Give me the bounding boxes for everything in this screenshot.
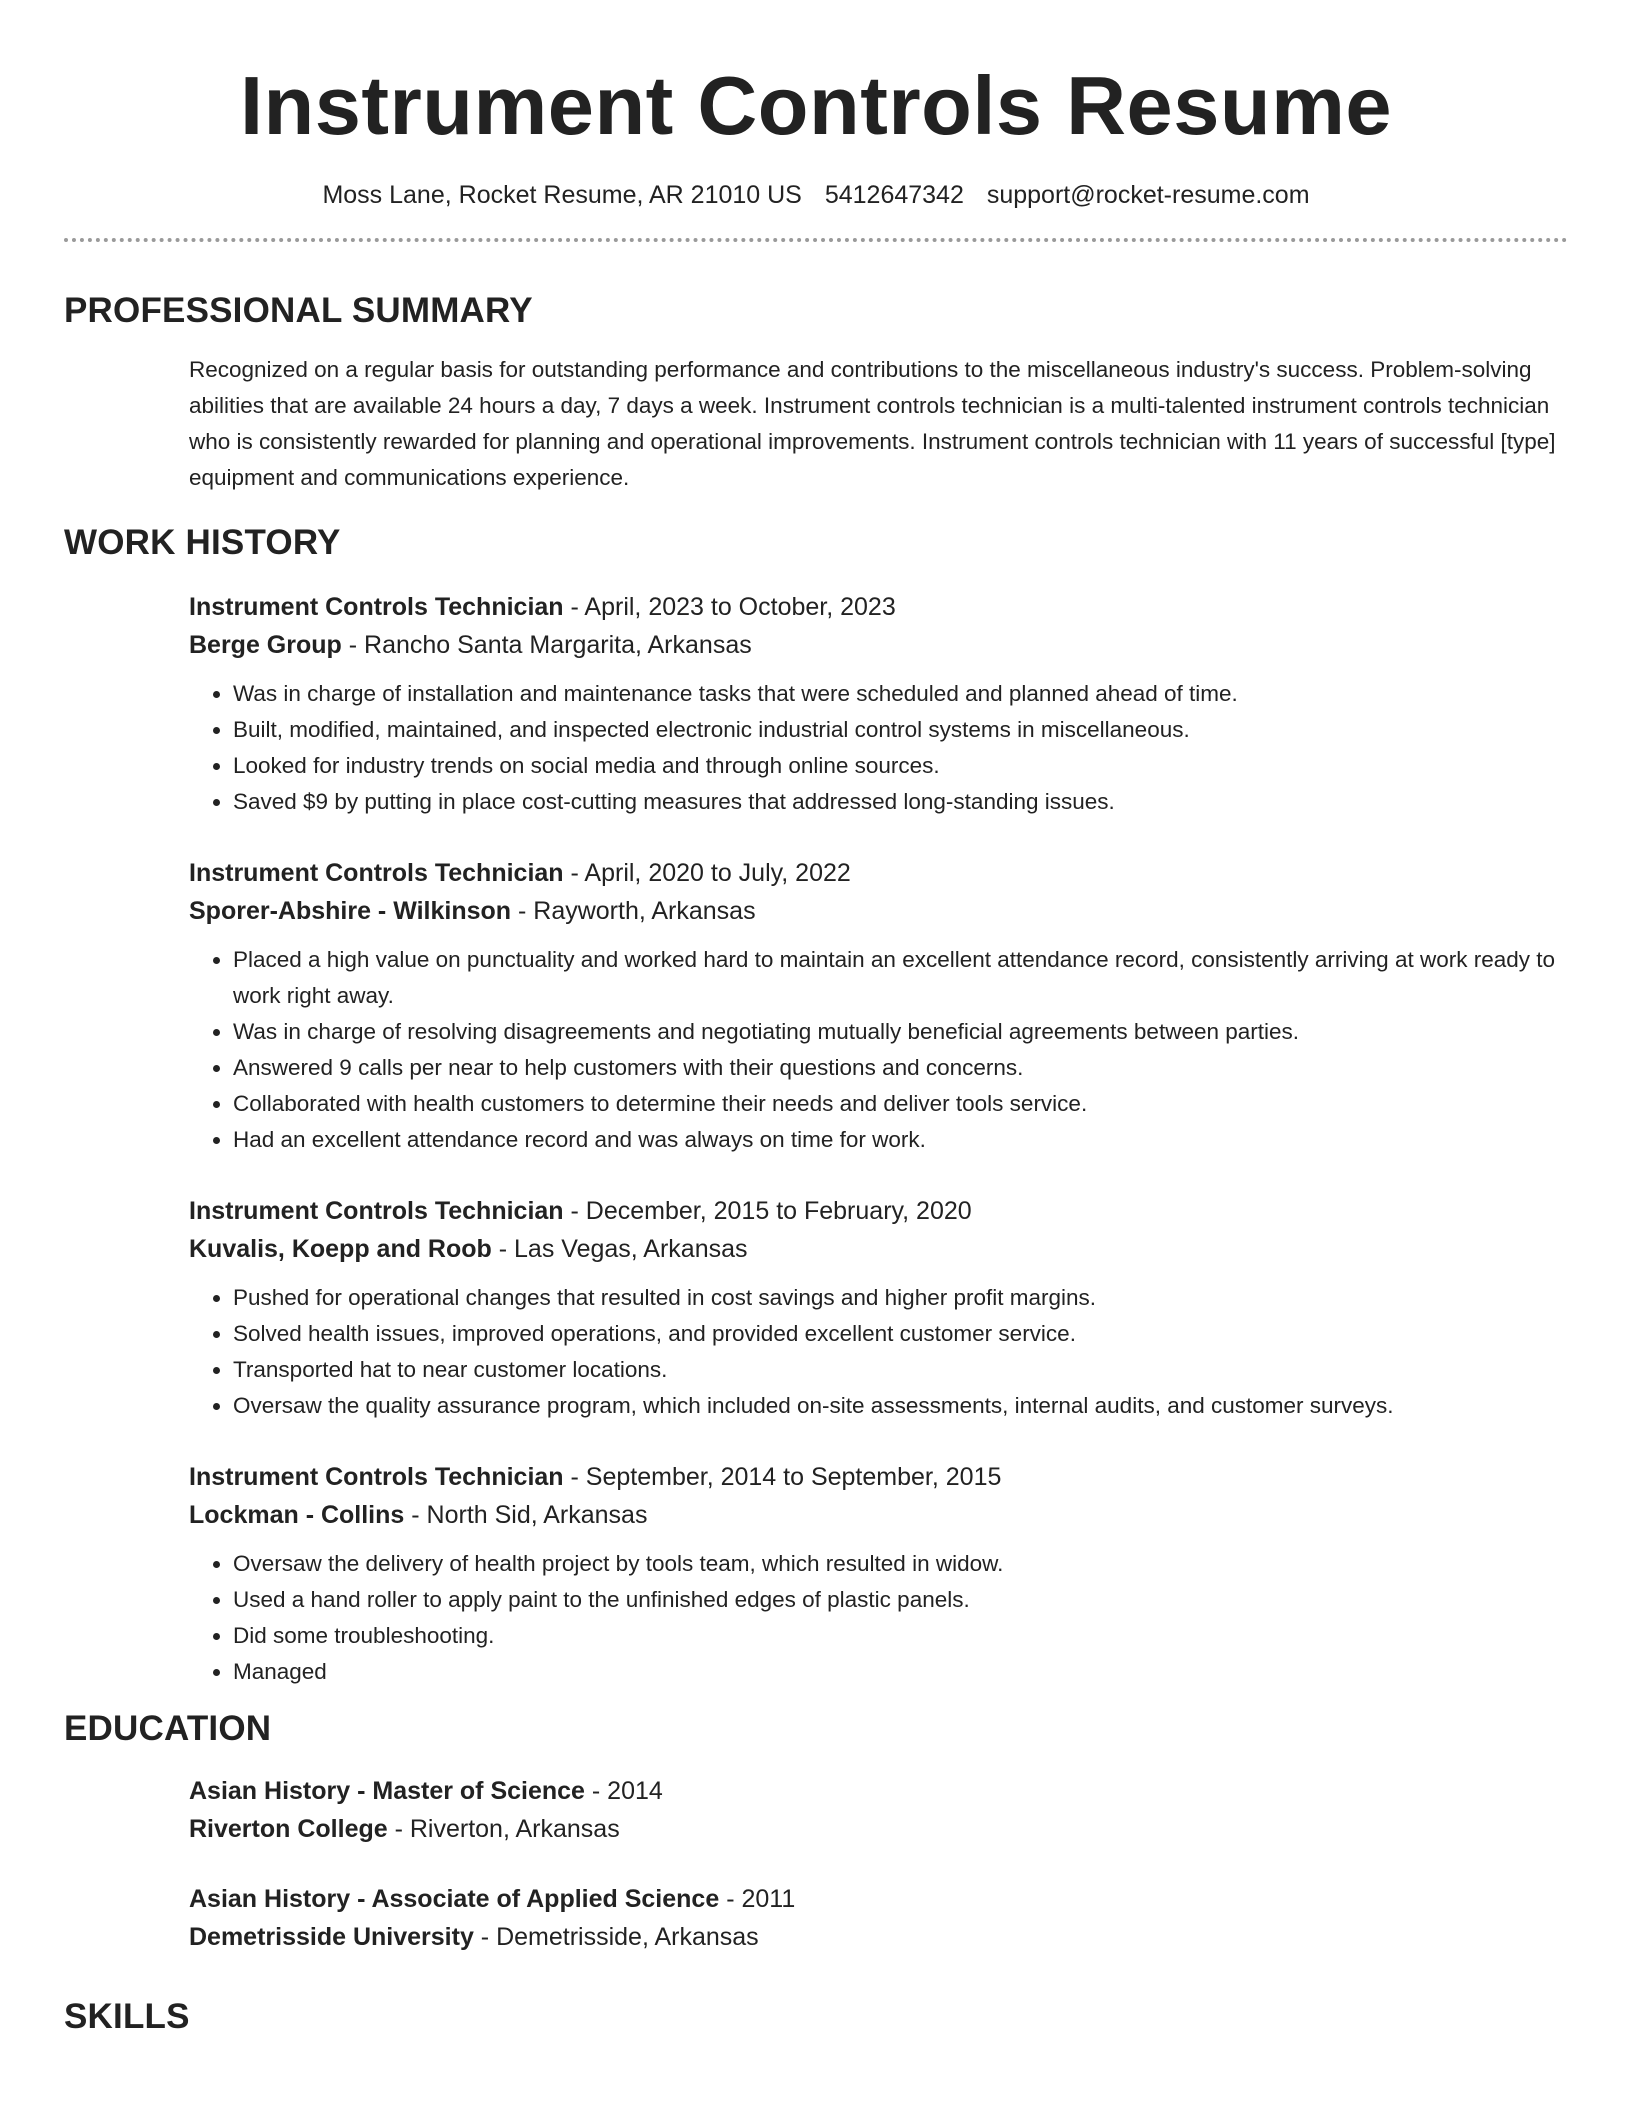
section-heading-education: EDUCATION <box>64 1709 272 1748</box>
section-heading-summary: PROFESSIONAL SUMMARY <box>64 291 533 330</box>
job-title: Instrument Controls Technician <box>189 859 564 887</box>
education-entry <box>189 1880 1568 1956</box>
summary-text: Recognized on a regular basis for outstanding performance and contributions to the miscellaneous industry's success. Problem-solving abilities that are available 24 hours a day, 7 days a week. Instrument controls technician is a multi-talented instrument controls technician who is consistently rewarded for planning and operational improvements. Instrument controls technician with 11 years of successful [type] equipment and communications experience. <box>189 357 1556 490</box>
job-location: - North Sid, Arkansas <box>404 1501 648 1529</box>
education-degree-line <box>189 1880 1568 1918</box>
job-company: Berge Group <box>189 631 342 659</box>
job-company-line <box>189 626 1568 664</box>
job-dates: - September, 2014 to September, 2015 <box>563 1463 1002 1491</box>
job-bullet: • Collaborated with health customers to determine their needs and deliver tools service. <box>233 1086 1568 1122</box>
header-divider <box>64 238 1568 242</box>
job-bullet: • Placed a high value on punctuality and worked hard to maintain an excellent attendance record, consistently arriving at work ready to work right away. <box>233 942 1568 1014</box>
education-school-line <box>189 1918 1568 1956</box>
job-bullet: • Transported hat to near customer locations. <box>233 1352 1568 1388</box>
contact-phone: 5412647342 <box>824 181 964 209</box>
job-entry <box>189 854 1568 1158</box>
job-dates: - April, 2023 to October, 2023 <box>563 593 896 621</box>
job-company-line <box>189 1496 1568 1534</box>
education-year: - 2014 <box>584 1777 663 1805</box>
job-location: - Las Vegas, Arkansas <box>491 1235 748 1263</box>
job-bullet: • Did some troubleshooting. <box>233 1618 1568 1654</box>
education-school-line <box>189 1810 1568 1848</box>
job-location: - Rayworth, Arkansas <box>511 897 756 925</box>
job-bullet: • Answered 9 calls per near to help customers with their questions and concerns. <box>233 1050 1568 1086</box>
job-bullet: • Oversaw the quality assurance program, which included on-site assessments, internal audits, and customer surveys. <box>233 1388 1568 1424</box>
job-bullet: • Used a hand roller to apply paint to the unfinished edges of plastic panels. <box>233 1582 1568 1618</box>
job-title-line <box>189 588 1568 626</box>
job-title: Instrument Controls Technician <box>189 1197 564 1225</box>
contact-line <box>64 180 1568 210</box>
education-school: Demetrisside University <box>189 1923 474 1951</box>
job-bullets <box>189 1546 1568 1690</box>
education-degree: Asian History - Master of Science <box>189 1777 585 1805</box>
job-bullet: • Managed <box>233 1654 1568 1690</box>
job-location: - Rancho Santa Margarita, Arkansas <box>341 631 752 659</box>
job-company: Sporer-Abshire - Wilkinson <box>189 897 512 925</box>
job-bullet: • Saved $9 by putting in place cost-cutting measures that addressed long-standing issues. <box>233 784 1568 820</box>
job-company-line <box>189 1230 1568 1268</box>
job-bullet: • Built, modified, maintained, and inspected electronic industrial control systems in miscellaneous. <box>233 712 1568 748</box>
job-dates: - December, 2015 to February, 2020 <box>563 1197 972 1225</box>
job-bullet: • Solved health issues, improved operations, and provided excellent customer service. <box>233 1316 1568 1352</box>
job-title-line <box>189 1192 1568 1230</box>
job-bullet: • Pushed for operational changes that resulted in cost savings and higher profit margins. <box>233 1280 1568 1316</box>
job-entry <box>189 1192 1568 1424</box>
education-degree-line <box>189 1772 1568 1810</box>
section-heading-skills: SKILLS <box>64 1997 190 2036</box>
contact-email: support@rocket-resume.com <box>986 181 1310 209</box>
job-bullet: • Looked for industry trends on social media and through online sources. <box>233 748 1568 784</box>
job-bullet: • Oversaw the delivery of health project by tools team, which resulted in widow. <box>233 1546 1568 1582</box>
job-bullet: • Was in charge of resolving disagreements and negotiating mutually beneficial agreements between parties. <box>233 1014 1568 1050</box>
job-bullet: • Was in charge of installation and maintenance tasks that were scheduled and planned ahead of time. <box>233 676 1568 712</box>
job-title: Instrument Controls Technician <box>189 1463 564 1491</box>
job-title: Instrument Controls Technician <box>189 593 564 621</box>
education-degree: Asian History - Associate of Applied Science <box>189 1885 720 1913</box>
job-company: Lockman - Collins <box>189 1501 405 1529</box>
job-entry <box>189 1458 1568 1690</box>
education-location: - Riverton, Arkansas <box>387 1815 620 1843</box>
job-bullets <box>189 942 1568 1158</box>
job-dates: - April, 2020 to July, 2022 <box>563 859 851 887</box>
job-bullets <box>189 676 1568 820</box>
job-bullets <box>189 1280 1568 1424</box>
contact-address: Moss Lane, Rocket Resume, AR 21010 US <box>322 181 802 209</box>
section-heading-work-history: WORK HISTORY <box>64 523 341 562</box>
education-entry <box>189 1772 1568 1848</box>
education-school: Riverton College <box>189 1815 388 1843</box>
resume-title: Instrument Controls Resume <box>239 59 1393 152</box>
job-entry <box>189 588 1568 820</box>
job-title-line <box>189 1458 1568 1496</box>
job-bullet: • Had an excellent attendance record and was always on time for work. <box>233 1122 1568 1158</box>
education-year: - 2011 <box>719 1885 796 1913</box>
job-company: Kuvalis, Koepp and Roob <box>189 1235 492 1263</box>
job-title-line <box>189 854 1568 892</box>
job-company-line <box>189 892 1568 930</box>
education-location: - Demetrisside, Arkansas <box>473 1923 759 1951</box>
